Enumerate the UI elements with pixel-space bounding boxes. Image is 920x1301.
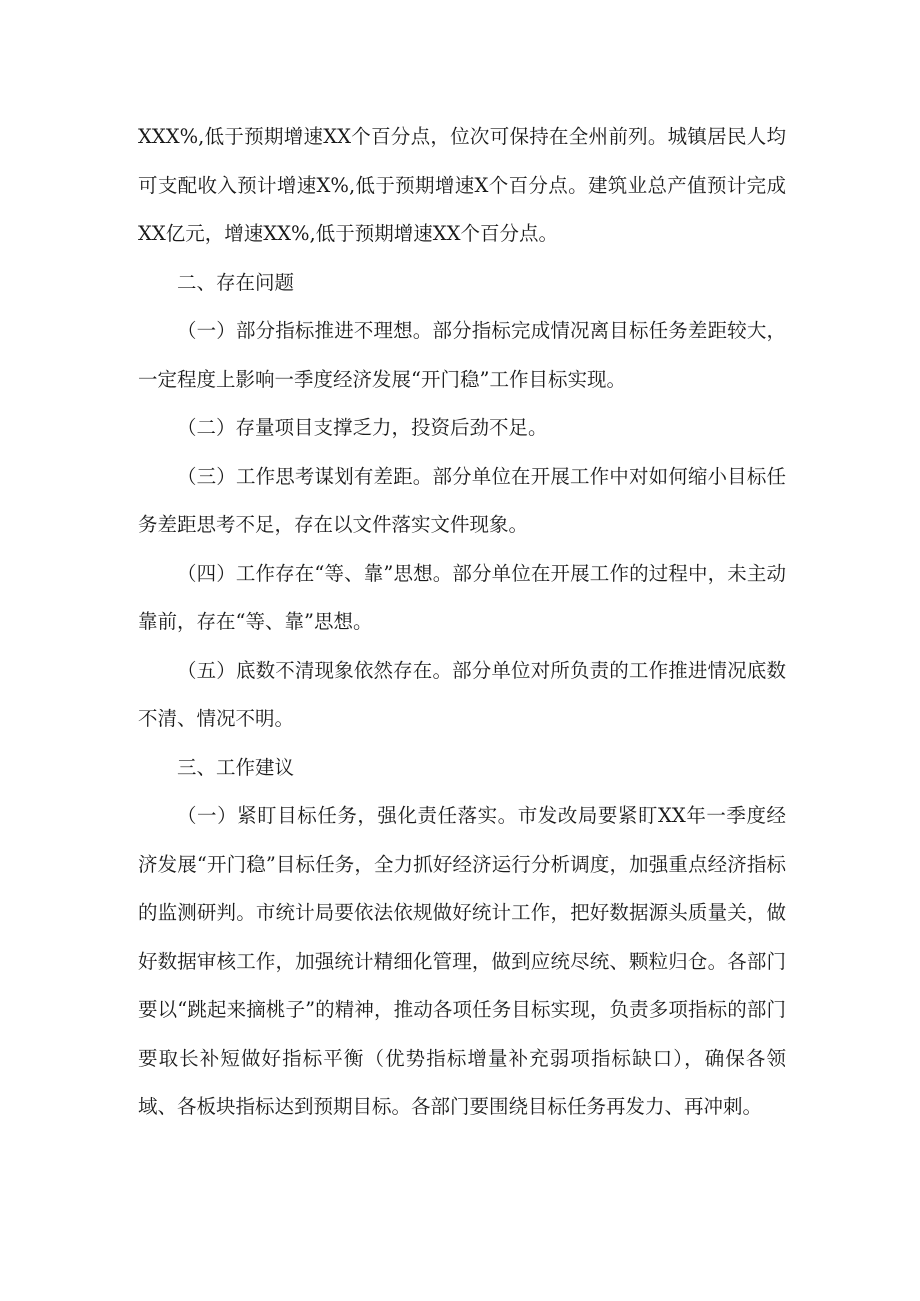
section-heading-suggestions: 三、工作建议 — [177, 755, 295, 779]
document-body — [138, 113, 786, 1132]
paragraph-continuation: XXX%,低于预期增速XX个百分点，位次可保持在全州前列。城镇居民人均可支配收入预计增速X%,低于预期增速X个百分点。建筑业总产值预计完成XX亿元，增速XX%,低于预期增速XX个百分点。 — [138, 125, 786, 245]
problem-item-3: （三）工作思考谋划有差距。部分单位在开展工作中对如何缩小目标任务差距思考不足，存在以文件落实文件现象。 — [138, 464, 786, 536]
problem-item-1: （一）部分指标推进不理想。部分指标完成情况离目标任务差距较大，一定程度上影响一季度经济发展“开门稳”工作目标实现。 — [138, 319, 786, 391]
problem-item-5: （五）底数不清现象依然存在。部分单位对所负责的工作推进情况底数不清、情况不明。 — [138, 658, 786, 730]
problem-item-2: （二）存量项目支撑乏力，投资后劲不足。 — [177, 416, 548, 439]
problem-item-4: （四）工作存在“等、靠”思想。部分单位在开展工作的过程中，未主动靠前，存在“等、靠”思想。 — [138, 561, 786, 633]
section-heading-problems: 二、存在问题 — [177, 270, 295, 294]
suggestion-item-1: （一）紧盯目标任务，强化责任落实。市发改局要紧盯XX年一季度经济发展“开门稳”目标任务，全力抓好经济运行分析调度，加强重点经济指标的监测研判。市统计局要依法依规做好统计工作，把好数据源头质量关，做好数据审核工作，加强统计精细化管理，做到应统尽统、颗粒归仓。各部门要以“跳起来摘桃子”的精神，推动各项任务目标实现，负责多项指标的部门要取长补短做好指标平衡（优势指标增量补充弱项指标缺口），确保各领域、各板块指标达到预期目标。各部门要围绕目标任务再发力、再冲刺。 — [138, 804, 786, 1118]
